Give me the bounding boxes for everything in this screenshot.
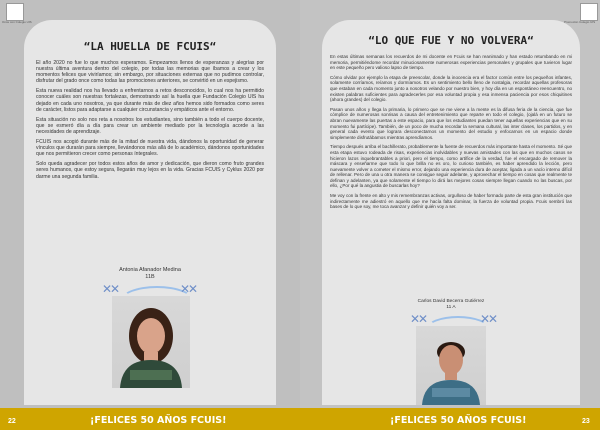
author-name: Antonia Afanador Medina: [119, 267, 181, 273]
author-grade: 11B: [145, 274, 155, 280]
x-decoration-icon: ✕✕: [410, 312, 427, 326]
paragraph: FCUIS nos acogió durante más de la mitad de nuestra vida, dándonos la oportunidad de generar vínculos que durarán para siempre, llevándonos más allá de lo académico, dándonos oportunidades que nos permitieron crecer como personas íntegrales.: [36, 139, 264, 158]
author-grade: 11 A: [446, 305, 456, 310]
paragraph: Pasan unos años y llega la primaria, lo primero que se me viene a la mente es la difusa feria de la ciencia, que fue cómplice de numerosas sonrisas a causa del entretenimiento que reparte en todo el colegio, (ojalá en un futuro se abran nuevamente las puertas a este espacio, para que los estudiantes puedan tener aquellas experiencias que en su momento fui partícipe). También, de un poco de mucha recordar la semana cultural, las inter clases, los partidos, y en general cada evento que lograra desconectarnos un momento del estudio y enfocarnos en un espacio donde simplemente disfrutábamos mientras aprendíamos.: [330, 106, 572, 140]
x-decoration-icon: ✕✕: [102, 282, 119, 296]
author-photo: [416, 326, 486, 405]
paragraph: Esta nueva realidad nos ha llevado a enfrentarnos a retos desconocidos, lo cual nos ha permitido conocer cuáles son nuestras fortalezas, demostrando así la huella que Fundación Colegio UIS ha dejado en cada uno nosotros, ya que durante más de diez años hemos sido formados como seres de carácter, listos para adaptarse a cualquier circunstancia y empáticos ante el entorno.: [36, 88, 264, 113]
article-body: [330, 54, 572, 214]
x-decoration-icon: ✕✕: [180, 282, 197, 296]
right-page: [300, 0, 600, 430]
school-logo: [580, 3, 598, 21]
article-body: [36, 60, 264, 184]
logo-caption: Promoción Colegio UIS: [564, 20, 596, 24]
article-title: “LO QUE FUE Y NO VOLVERA“: [368, 34, 534, 47]
author-photo: [112, 296, 190, 388]
article-card: [24, 20, 276, 405]
school-logo: [6, 3, 24, 21]
paragraph: Solo queda agradecer por todos estos años de amor y dedicación, que dieron como fruto grandes seres humanos, que estoy segura, llegarán muy lejos en la vida. Gracias FCUIS y Cyklus 2020 por darme una segunda familia.: [36, 161, 264, 180]
paragraph: Esta situación no solo nos reta a nosotros los estudiantes, sino también a todo el cuerpo docente, que se esmeró día a día para crear un ambiente mediado por la tecnología acorde a las necesidades de aprendizaje.: [36, 116, 264, 135]
author-name: Carlos David Becerra Gutiérrez: [417, 299, 485, 304]
footer-slogan: ¡FELICES 50 AÑOS FCUIS!: [390, 415, 527, 426]
logo-caption: Once con Colegio UIS: [2, 20, 32, 24]
author-signature: [322, 299, 580, 311]
paragraph: En estas últimas semanas los recuerdos de mi docente en Fcuis se han reanimado y han estado retumbando en mi memoria, permitiéndome recordar minuciosamente numerosas experiencias personales y grupales que tuvieron lugar en este pequeño pero valioso lapso de tiempo.: [330, 54, 572, 71]
page-number: 23: [582, 418, 590, 425]
paragraph: Me voy con la frente en alto y mis remembranzas activas, orgulloso de haber formado parte de esta gran institución que indirectamente me adiestró en aquello que me hacía falta dominar, la fuerza de voluntad propia. Fcuis sembró las bases de lo que soy, me toca avanzar y definir quién voy a ser.: [330, 193, 572, 210]
student-portrait-icon: [112, 296, 190, 388]
author-signature: [24, 267, 276, 281]
x-decoration-icon: ✕✕: [480, 312, 497, 326]
footer-band: [0, 408, 600, 430]
article-card: [322, 20, 580, 405]
paragraph: Cómo olvidar por ejemplo la etapa de preescolar, donde la inocencia era el factor común entre los pequeños infantes, solamente corríamos, reíamos y dormíamos. Es un sentimiento bello lleno de nostalgia, recordar aquellas profesoras que estaban en cada momento junto a nosotros velando por nuestro bien, y hoy día en un espontáneo reencuentro, no existen palabras suficientes para agradecerles por esa voluntad propia y esa inmensa paciencia por esos chiquitines (ahora grandes) del colegio.: [330, 74, 572, 103]
article-title: “LA HUELLA DE FCUIS“: [83, 40, 217, 53]
student-portrait-icon: [416, 326, 486, 405]
footer-slogan: ¡FELICES 50 AÑOS FCUIS!: [90, 415, 227, 426]
page-number: 22: [8, 418, 16, 425]
paragraph: Tiempo después arriba el bachillerato, probablemente la fuente de recuerdos más importante hasta el momento. Sé que esta etapa estuvo rodeada de risas, experiencias inolvidables y nuevas amistades con las que en muchos casos se hicieron lazos inquebrantables a priori, pero el tiempo, como artífice de la verdad, fue el encargado de remover la máscara y enseñarme que todo lo que brilla no es oro, lo curioso también, es haber aprendido la lección, pero nuevamente volver a cometer el mismo error, dejando una experiencia dura de aceptar, ligada a un vacío interno difícil de rellenar. Pero de una u otra manera se consigue seguir adelante, y aprovechar el tiempo en cosas que realmente te definan y adelanten, ya que solamente el tiempo lo dirá las mejores cosas siempre llegan cuando no las buscas, por ello, ¿Por qué la angustia de buscarlas hoy?: [330, 144, 572, 189]
paragraph: El año 2020 no fue lo que muchos esperamos. Empezamos llenos de esperanzas y alegrías por nuestra última aventura dentro del colegio, por todas las memorias que íbamos a crear y los momentos felices que viviríamos; sin embargo, por situaciones externas que no pudimos controlar, disfrutar del grado once como todas las promociones anteriores, se convirtió en un espejismo.: [36, 60, 264, 85]
